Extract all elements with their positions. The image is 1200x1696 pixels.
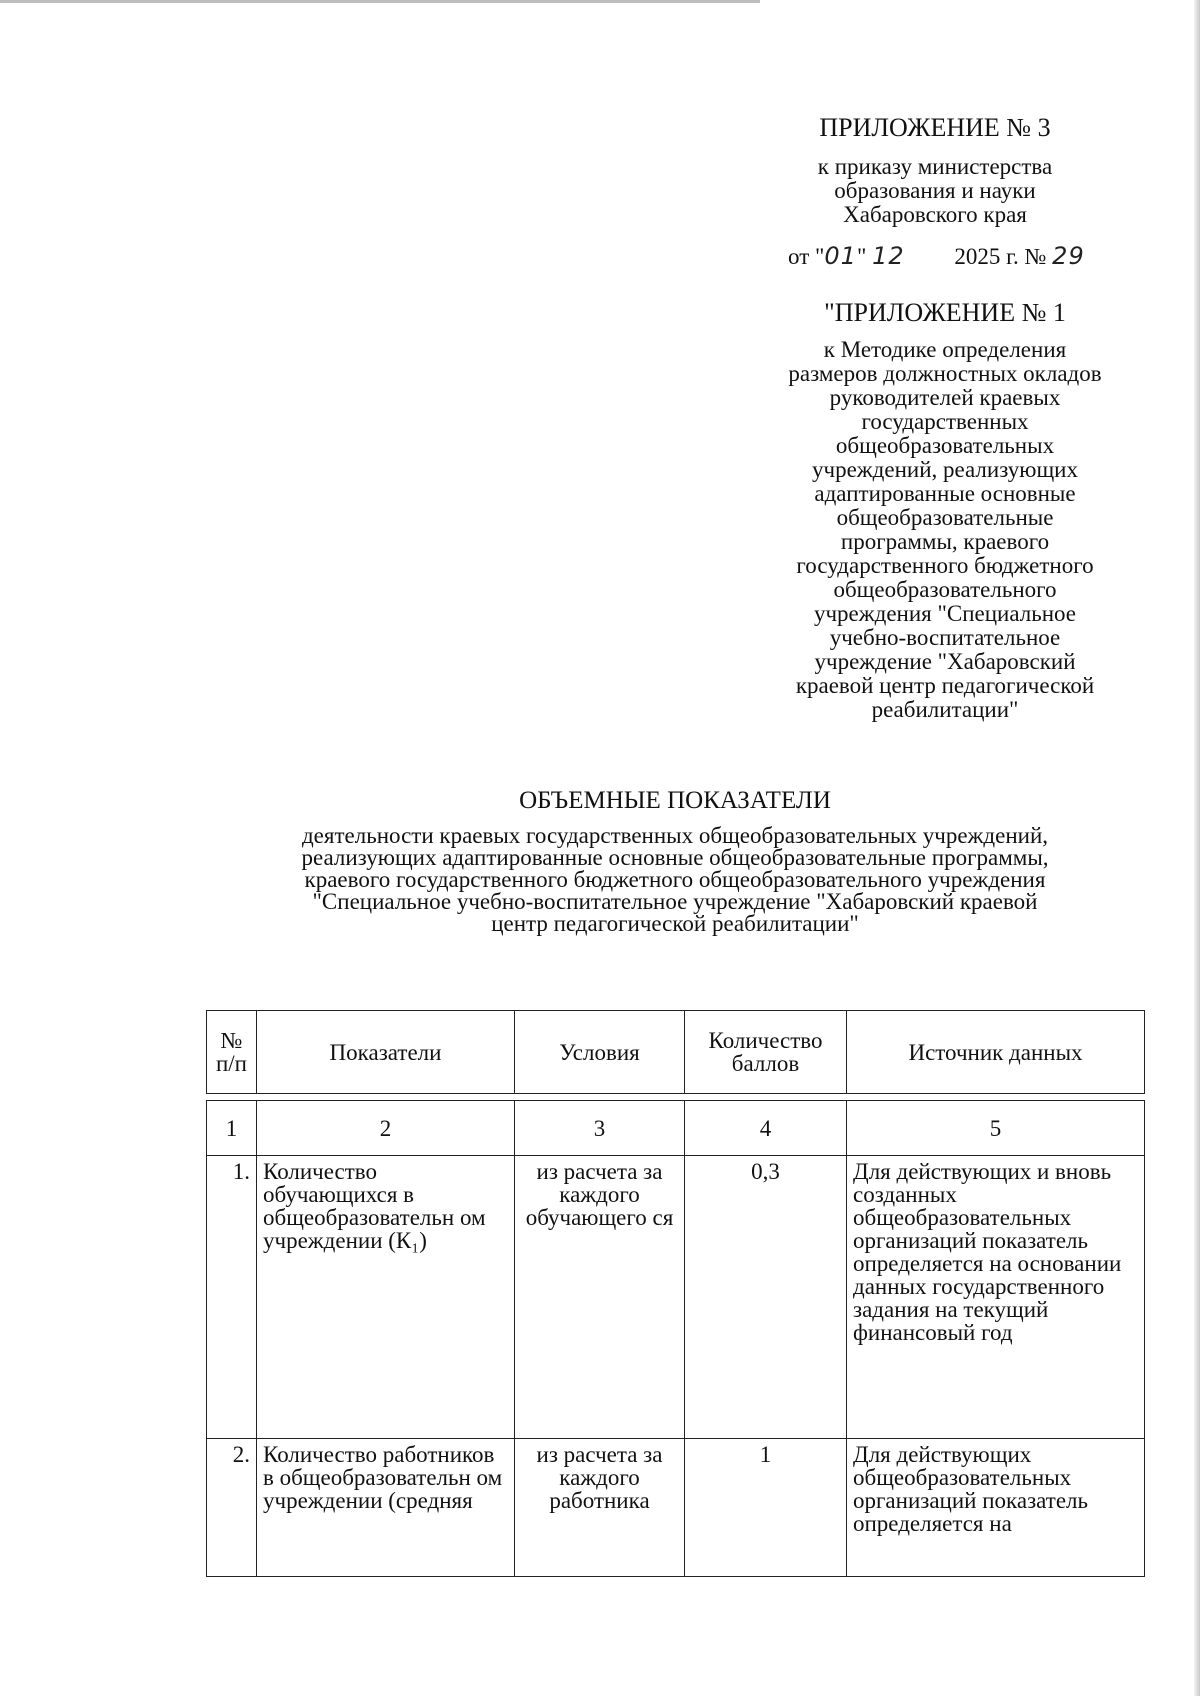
table-row [207,1439,1145,1577]
column-number: 1 [207,1101,257,1156]
table-body [206,1155,1145,1577]
order-date-line [788,242,1085,270]
handwritten-order-number: 29 [1052,242,1085,270]
header-cell-conditions: Условия [515,1011,685,1094]
row-points: 1 [685,1439,847,1577]
attachment-1-line: общеобразовательного [833,577,1057,602]
attachment-1-line: учреждения "Специальное [813,601,1077,626]
date-prefix: от " [788,244,825,269]
header-cell-number: № п/п [207,1011,257,1094]
attachment-1-line: адаптированные основные [814,481,1076,506]
column-number: 3 [515,1101,685,1156]
attachment-1-line: учреждений, реализующих [812,457,1078,482]
row-condition: из расчета за каждого работника [515,1439,685,1577]
row-indicator: Количество работников в общеобразовательн ом учреждении (средняя [257,1439,515,1577]
column-number: 4 [685,1101,847,1156]
attachment-1-line: государственных [861,409,1029,434]
attachment-3-block [765,113,1105,227]
attachment-1-block [745,298,1145,722]
subtitle-line: краевого государственного бюджетного общеобразовательного учреждения [304,867,1046,892]
date-quote: " [856,244,867,269]
subtitle-line: деятельности краевых государственных общеобразовательных учреждений, [301,823,1049,848]
attachment-1-line: размеров должностных окладов [788,361,1102,386]
row-condition: из расчета за каждого обучающего ся [515,1156,685,1439]
attachment-1-line: программы, краевого [840,529,1050,554]
attachment-3-line: образования и науки [834,178,1036,203]
header-cell-indicators: Показатели [257,1011,515,1094]
table-column-numbers [206,1100,1145,1156]
attachment-1-line: общеобразовательные [836,505,1054,530]
table-row [207,1156,1145,1439]
row-number: 2. [207,1439,257,1577]
attachment-1-line: руководителей краевых [829,385,1061,410]
subtitle-line: "Специальное учебно-воспитательное учреждение "Хабаровский краевой [312,889,1038,914]
column-number: 5 [847,1101,1145,1156]
attachment-1-line: государственного бюджетного [796,553,1094,578]
document-subtitle [215,825,1135,935]
handwritten-month: 12 [872,242,905,270]
scan-edge-top [0,0,760,3]
subtitle-line: центр педагогической реабилитации" [491,911,859,936]
document-heading: ОБЪЕМНЫЕ ПОКАЗАТЕЛИ [519,787,831,814]
header-cell-points: Количество баллов [685,1011,847,1094]
attachment-3-line: к приказу министерства [817,154,1053,179]
attachment-1-line: к Методике определения [823,337,1067,362]
attachment-3-line: Хабаровского края [843,202,1027,227]
attachment-1-line: краевой центр педагогической [795,673,1095,698]
attachment-1-line: реабилитации" [871,697,1019,722]
header-row [207,1011,1145,1094]
row-number: 1. [207,1156,257,1439]
scan-edge-right [1194,0,1200,1696]
row-indicator: Количество обучающихся в общеобразовательн ом учреждении (К₁) [257,1156,515,1439]
attachment-1-title: "ПРИЛОЖЕНИЕ № 1 [824,298,1066,327]
column-number: 2 [257,1101,515,1156]
handwritten-day: 01 [824,242,857,270]
attachment-1-line: учебно-воспитательное [829,625,1061,650]
table-header [206,1010,1145,1094]
attachment-1-line: общеобразовательных [835,433,1055,458]
attachment-1-line: учреждение "Хабаровский [814,649,1076,674]
column-number-row [207,1101,1145,1156]
row-source: Для действующих и вновь созданных общеобразовательных организаций показатель определяется на основании данных государственного задания на текущий финансовый год [847,1156,1145,1439]
header-cell-source: Источник данных [847,1011,1145,1094]
subtitle-line: реализующих адаптированные основные общеобразовательные программы, [301,845,1049,870]
row-source: Для действующих общеобразовательных организаций показатель определяется на [847,1439,1145,1577]
date-year: 2025 г. № [954,244,1047,269]
row-points: 0,3 [685,1156,847,1439]
attachment-3-title: ПРИЛОЖЕНИЕ № 3 [819,113,1051,142]
